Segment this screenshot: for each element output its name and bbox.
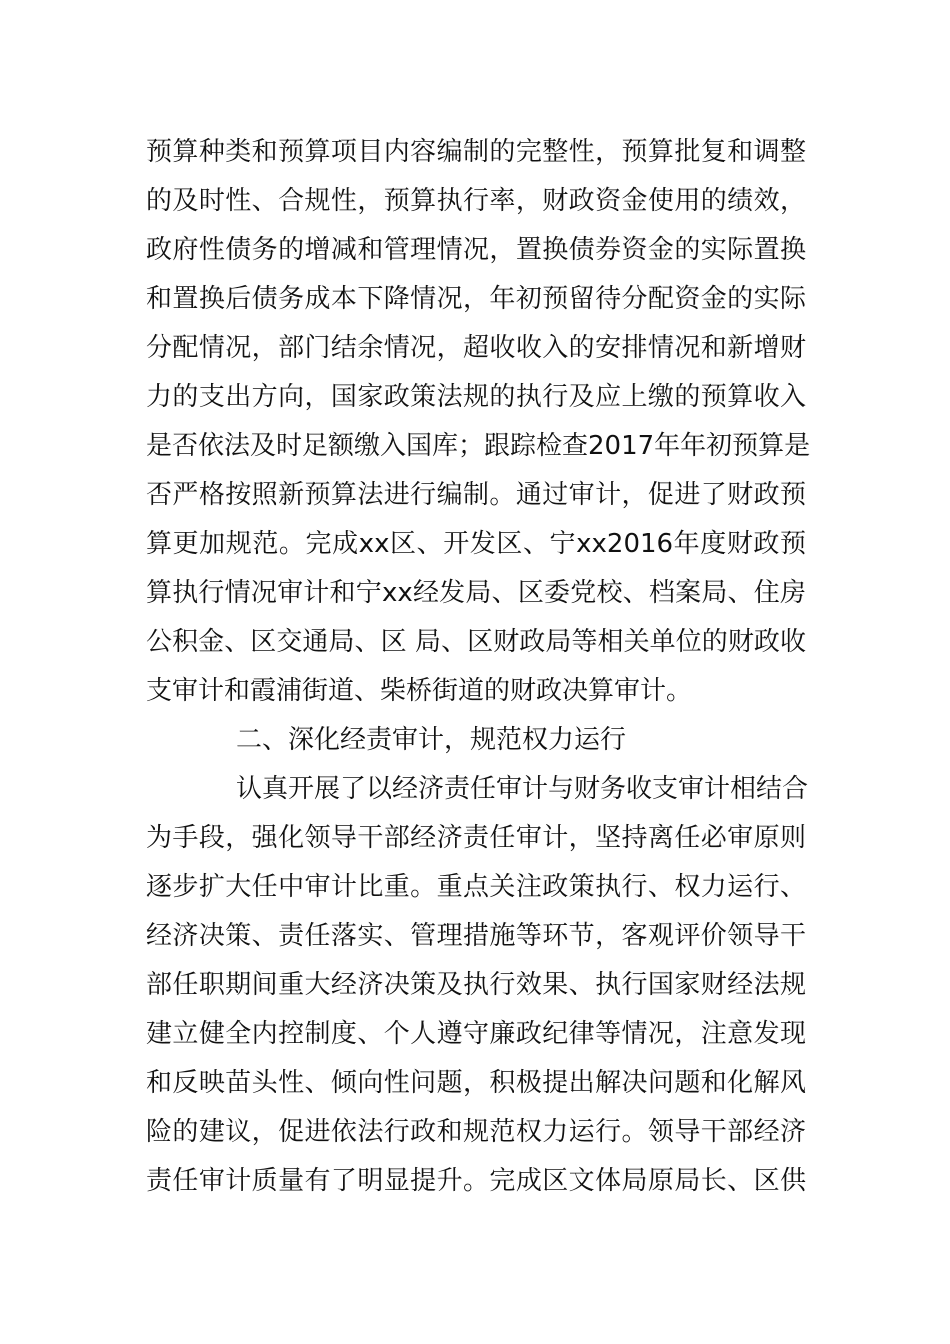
paragraph-budget-audit: [146, 128, 811, 716]
text-line: 的及时性、合规性，预算执行率，财政资金使用的绩效，: [146, 186, 806, 216]
text-line: 分配情况，部门结余情况，超收收入的安排情况和新增财: [146, 333, 806, 363]
paragraph-economic-responsibility-audit: [146, 765, 809, 1206]
text-line: 公积金、区交通局、区 局、区财政局等相关单位的财政收: [146, 627, 806, 657]
text-line: 为手段，强化领导干部经济责任审计，坚持离任必审原则: [146, 823, 806, 853]
text-line: 算更加规范。完成xx区、开发区、宁xx2016年度财政预: [146, 529, 806, 559]
text-line: 支审计和霞浦街道、柴桥街道的财政决算审计。: [146, 676, 693, 706]
text-line: 算执行情况审计和宁xx经发局、区委党校、档案局、住房: [146, 578, 806, 608]
section-heading: 二、深化经责审计，规范权力运行: [236, 725, 627, 755]
text-line: 政府性债务的增减和管理情况，置换债券资金的实际置换: [146, 235, 806, 265]
text-line: 否严格按照新预算法进行编制。通过审计，促进了财政预: [146, 480, 806, 510]
text-line: 和反映苗头性、倾向性问题，积极提出解决问题和化解风: [146, 1068, 806, 1098]
document-body: [146, 128, 811, 1206]
text-line: 和置换后债务成本下降情况，年初预留待分配资金的实际: [146, 284, 806, 314]
text-line: 力的支出方向，国家政策法规的执行及应上缴的预算收入: [146, 382, 806, 412]
text-line: 险的建议，促进依法行政和规范权力运行。领导干部经济: [146, 1117, 806, 1147]
text-line: 责任审计质量有了明显提升。完成区文体局原局长、区供: [146, 1166, 806, 1196]
text-line: 是否依法及时足额缴入国库；跟踪检查2017年年初预算是: [146, 431, 811, 461]
text-line: 建立健全内控制度、个人遵守廉政纪律等情况，注意发现: [146, 1019, 806, 1049]
text-line: 认真开展了以经济责任审计与财务收支审计相结合: [236, 774, 809, 804]
text-line: 逐步扩大任中审计比重。重点关注政策执行、权力运行、: [146, 872, 806, 902]
text-line: 部任职期间重大经济决策及执行效果、执行国家财经法规: [146, 970, 806, 1000]
text-line: 预算种类和预算项目内容编制的完整性，预算批复和调整: [146, 137, 806, 167]
text-line: 经济决策、责任落实、管理措施等环节，客观评价领导干: [146, 921, 806, 951]
